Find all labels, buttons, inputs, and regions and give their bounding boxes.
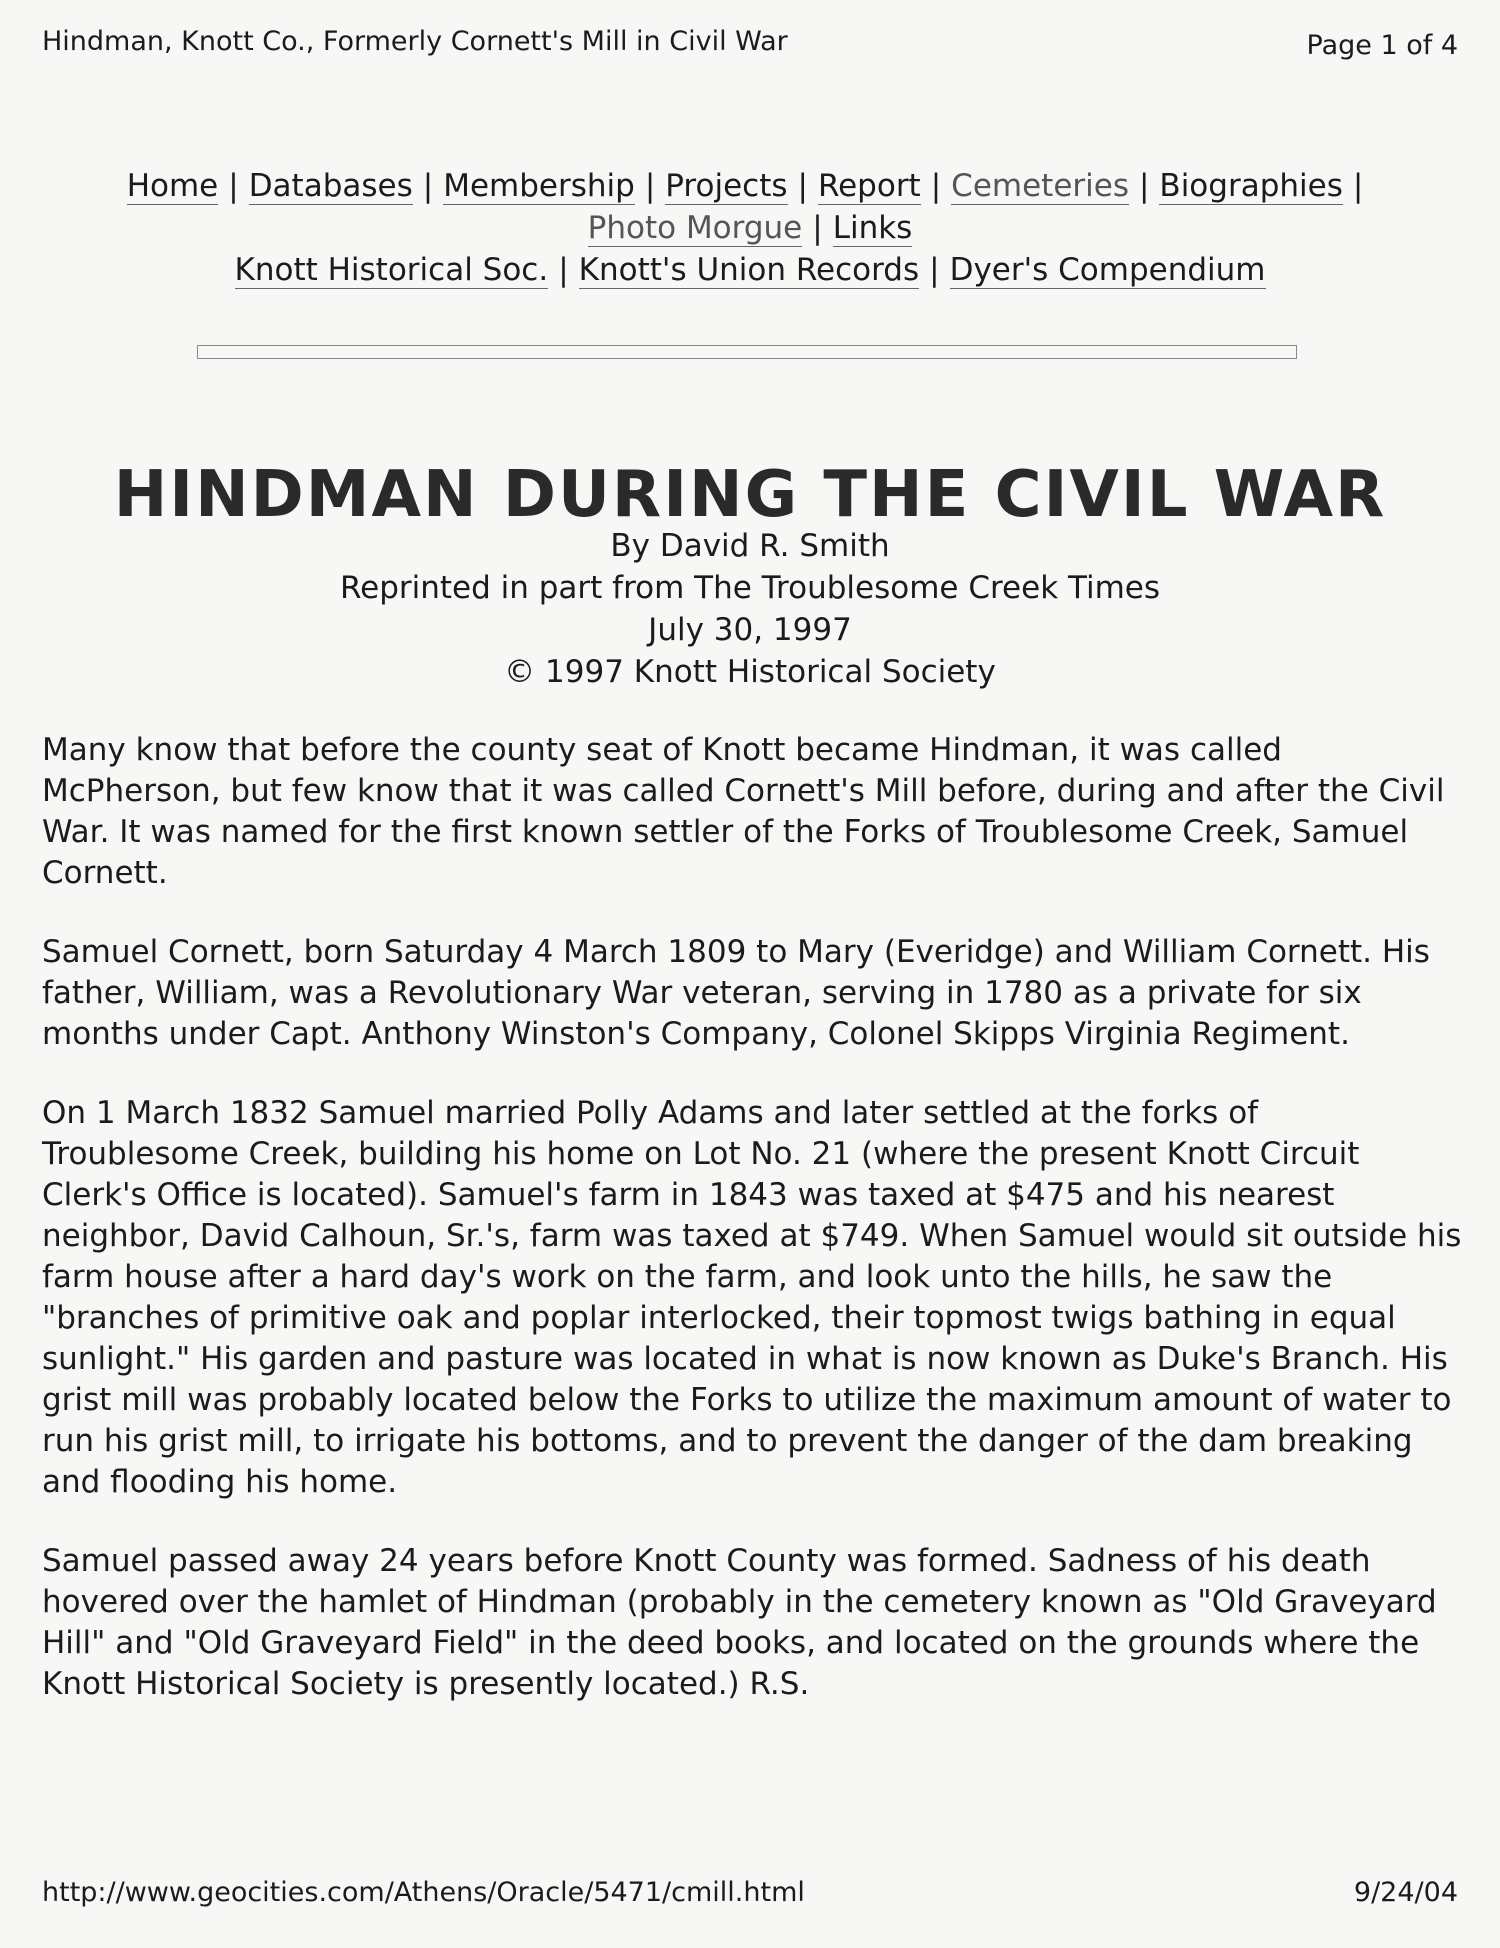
horizontal-rule [197,345,1297,359]
article-body [42,730,1462,1743]
paragraph: Samuel Cornett, born Saturday 4 March 1809 to Mary (Everidge) and William Cornett. His father, William, was a Revolutionary War veteran, serving in 1780 as a private for six months under Capt. Anthony Winston's Company, Colonel Skipps Virginia Regiment. [42,934,1430,1052]
nav-link-photo-morgue[interactable]: Photo Morgue [587,210,803,246]
nav-separator: | [812,210,823,246]
nav-separator: | [929,252,940,288]
nav-link-dyers-compendium[interactable]: Dyer's Compendium [949,252,1266,288]
paragraph: Many know that before the county seat of Knott became Hindman, it was called McPherson, but few know that it was called Cornett's Mill before, during and after the Civil War. It was named for the first known settler of the Forks of Troublesome Creek, Samuel Cornett. [42,732,1445,891]
article-byline [0,525,1500,693]
print-footer [42,1873,1458,1913]
nav-separator: | [558,252,569,288]
nav-link-links[interactable]: Links [832,210,913,246]
print-date: 9/24/04 [1353,1877,1458,1908]
print-header-title: Hindman, Knott Co., Formerly Cornett's Mill in Civil War [42,26,788,57]
paragraph: On 1 March 1832 Samuel married Polly Adams and later settled at the forks of Troublesome Creek, building his home on Lot No. 21 (where the present Knott Circuit Clerk's Office is located). Samuel's farm in 1843 was taxed at $475 and his nearest neighbor, David Calhoun, Sr.'s, farm was taxed at $749. When Samuel would sit outside his farm house after a hard day's work on the farm, and look unto the hills, he saw the "branches of primitive oak and poplar interlocked, their topmost twigs bathing in equal sunlight." His garden and pasture was located in what is now known as Duke's Branch. His grist mill was probably located below the Forks to utilize the maximum amount of water to run his grist mill, to irrigate his bottoms, and to prevent the danger of the dam breaking and flooding his home. [42,1095,1462,1500]
publication-date: July 30, 1997 [648,612,852,648]
nav-link-projects[interactable]: Projects [665,168,788,204]
nav-link-knott-historical-soc[interactable]: Knott Historical Soc. [234,252,549,288]
author-line: By David R. Smith [610,528,890,564]
nav-separator: | [422,168,434,204]
site-navigation [30,165,1470,291]
nav-separator: | [930,168,942,204]
nav-separator: | [1138,168,1150,204]
nav-row-2 [30,207,1470,249]
nav-link-report[interactable]: Report [817,168,921,204]
page-url: http://www.geocities.com/Athens/Oracle/5471/cmill.html [42,1877,805,1908]
print-header [42,22,1458,62]
nav-link-membership[interactable]: Membership [443,168,635,204]
nav-separator: | [797,168,808,204]
nav-row-1 [30,165,1470,207]
copyright-line: © 1997 Knott Historical Society [504,654,996,690]
nav-link-home[interactable]: Home [126,168,219,204]
nav-link-cemeteries[interactable]: Cemeteries [951,168,1129,204]
nav-separator: | [228,168,239,204]
article-title: HINDMAN DURING THE CIVIL WAR [113,457,1387,532]
nav-separator: | [1352,168,1364,204]
nav-link-databases[interactable]: Databases [248,168,413,204]
nav-row-3 [30,249,1470,291]
nav-separator: | [644,168,656,204]
nav-link-biographies[interactable]: Biographies [1159,168,1343,204]
reprint-line: Reprinted in part from The Troublesome Creek Times [339,570,1161,606]
nav-link-knotts-union-records[interactable]: Knott's Union Records [578,252,920,288]
paragraph: Samuel passed away 24 years before Knott County was formed. Sadness of his death hovered over the hamlet of Hindman (probably in the cemetery known as "Old Graveyard Hill" and "Old Graveyard Field" in the deed books, and located on the grounds where the Knott Historical Society is presently located.) R.S. [42,1543,1437,1702]
print-header-page-number: Page 1 of 4 [1306,30,1458,61]
